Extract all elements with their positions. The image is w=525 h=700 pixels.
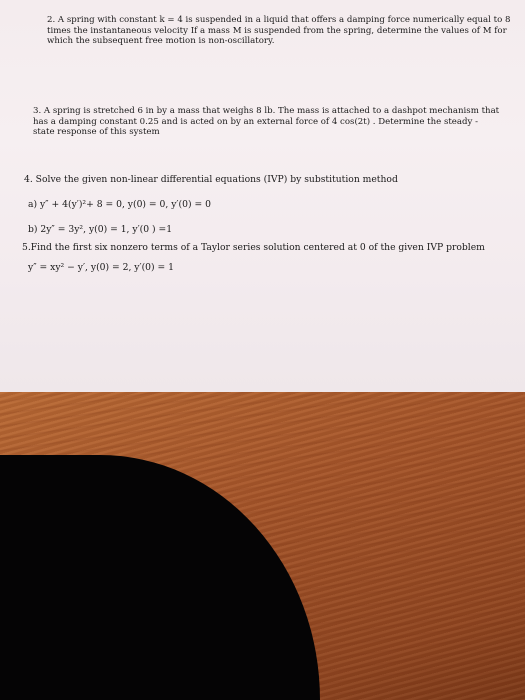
question-3-line-3: state response of this system — [33, 127, 160, 137]
question-5-equation: y″ = xy² − y′, y(0) = 2, y′(0) = 1 — [28, 262, 174, 273]
question-3-line-2: has a damping constant 0.25 and is acted on by an external force of 4 cos(2t) . Determine the steady - — [33, 116, 479, 127]
question-5-heading: 5.Find the first six nonzero terms of a Taylor series solution centered at 0 of the given IVP problem — [22, 242, 485, 253]
question-2-line-2: times the instantaneous velocity If a mass M is suspended from the spring, determine the values of M for — [47, 25, 507, 36]
question-2-line-3: which the subsequent free motion is non-oscillatory. — [47, 36, 275, 46]
question-4-part-b: b) 2y″ = 3y², y(0) = 1, y′(0 ) =1 — [28, 224, 173, 235]
question-3-line-1: 3. A spring is stretched 6 in by a mass that weighs 8 lb. The mass is attached to a dashpot mechanism that — [33, 106, 500, 116]
question-2 — [47, 15, 511, 47]
question-3 — [33, 106, 518, 138]
question-4-heading: 4. Solve the given non-linear differential equations (IVP) by substitution method — [24, 174, 398, 185]
question-2-line-1: 2. A spring with constant k = 4 is suspended in a liquid that offers a damping force numerically equal to 8 — [47, 15, 511, 25]
question-4-part-a: a) y″ + 4(y′)²+ 8 = 0, y(0) = 0, y′(0) = 0 — [28, 199, 211, 210]
question-4-and-5 — [24, 174, 514, 274]
